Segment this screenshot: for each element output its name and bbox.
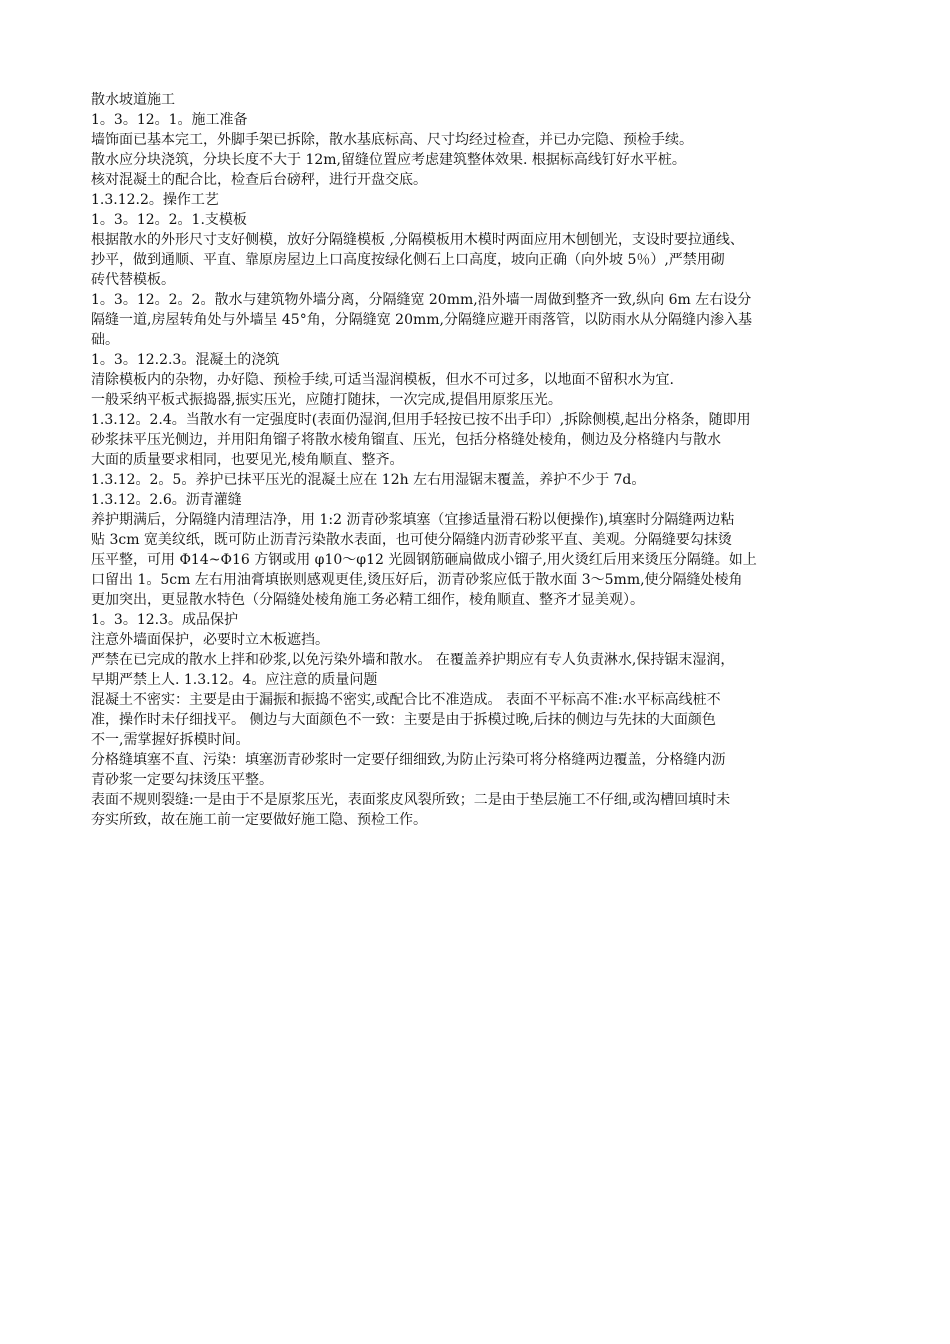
subsection-heading: 1。3。12。2。1.支模板 [91,212,247,228]
section-heading: 1。3。12.3。成品保护 [91,612,238,628]
document-title: 散水坡道施工 [91,92,175,108]
paragraph-line: 清除模板内的杂物，办好隐、预检手续,可适当湿润模板，但水不可过多，以地面不留积水为宜. [91,372,674,388]
paragraph-line: 抄平，做到通顺、平直、靠原房屋边上口高度按绿化侧石上口高度，坡向正确（向外坡 5％）,严禁用砌 [91,252,725,268]
paragraph-line: 压平整，可用 Φ14~Φ16 方钢或用 φ10～φ12 光圆钢筋砸扁做成小镏子,用火烫红后用来烫压分隔缝。如上 [91,552,757,568]
paragraph-line: 大面的质量要求相同，也要见光,棱角顺直、整齐。 [91,452,404,468]
paragraph-line: 根据散水的外形尺寸支好侧模，放好分隔缝模板 ,分隔模板用木模时两面应用木刨刨光，支设时要拉通线、 [91,232,744,248]
subsection-heading: 1.3.12。2.6。沥青灌缝 [91,492,242,508]
paragraph-line: 不一,需掌握好拆模时间。 [91,732,250,748]
paragraph-line: 严禁在已完成的散水上拌和砂浆,以免污染外墙和散水。 在覆盖养护期应有专人负责淋水,保持锯末湿润， [91,652,735,668]
document-page [91,90,866,830]
section-heading: 1.3.12.2。操作工艺 [91,192,219,208]
paragraph-line: 1。3。12。2。2。散水与建筑物外墙分离，分隔缝宽 20mm,沿外墙一周做到整齐一致,纵向 6m 左右设分 [91,292,752,308]
paragraph-line: 一般采纳平板式振捣器,振实压光，应随打随抹，一次完成,提倡用原浆压光。 [91,392,562,408]
paragraph-line: 夯实所致，故在施工前一定要做好施工隐、预检工作。 [91,812,427,828]
subsection-heading: 1。3。12.2.3。混凝土的浇筑 [91,352,280,368]
paragraph-line: 准，操作时未仔细找平。 侧边与大面颜色不一致：主要是由于拆模过晚,后抹的侧边与先抹的大面颜色 [91,712,716,728]
paragraph-line: 砂浆抹平压光侧边，并用阳角镏子将散水棱角镏直、压光，包括分格缝处棱角，侧边及分格缝内与散水 [91,432,721,448]
section-heading: 1。3。12。1。施工准备 [91,112,248,128]
paragraph-line: 口留出 1。5cm 左右用油膏填嵌则感观更佳,烫压好后，沥青砂浆应低于散水面 3～5mm,使分隔缝处棱角 [91,572,743,588]
paragraph-line: 1.3.12。2.4。当散水有一定强度时(表面仍湿润,但用手轻按已按不出手印）,拆除侧模,起出分格条，随即用 [91,412,751,428]
paragraph-line: 更加突出，更显散水特色（分隔缝处棱角施工务必精工细作，棱角顺直、整齐才显美观）。 [91,592,644,608]
paragraph-line: 砖代替模板。 [91,272,175,288]
paragraph-line: 早期严禁上人. 1.3.12。4。应注意的质量问题 [91,672,378,688]
paragraph-line: 散水应分块浇筑，分块长度不大于 12m,留缝位置应考虑建筑整体效果. 根据标高线钉好水平桩。 [91,152,686,168]
paragraph-line: 分格缝填塞不直、污染：填塞沥青砂浆时一定要仔细细致,为防止污染可将分格缝两边覆盖，分格缝内沥 [91,752,726,768]
paragraph-line: 核对混凝土的配合比，检查后台磅秤，进行开盘交底。 [91,172,427,188]
paragraph-line: 贴 3cm 宽美纹纸，既可防止沥青污染散水表面，也可使分隔缝内沥青砂浆平直、美观。分隔缝要勾抹烫 [91,532,732,548]
paragraph-line: 养护期满后，分隔缝内清理洁净，用 1:2 沥青砂浆填塞（宜掺适量滑石粉以便操作),填塞时分隔缝两边粘 [91,512,735,528]
paragraph-line: 注意外墙面保护，必要时立木板遮挡。 [91,632,329,648]
paragraph-line: 隔缝一道,房屋转角处与外墙呈 45°角，分隔缝宽 20mm,分隔缝应避开雨落管，以防雨水从分隔缝内渗入基 [91,312,752,328]
paragraph-line: 青砂浆一定要勾抹烫压平整。 [91,772,273,788]
paragraph-line: 础。 [91,332,119,348]
paragraph-line: 墙饰面已基本完工，外脚手架已拆除，散水基底标高、尺寸均经过检查，并已办完隐、预检手续。 [91,132,693,148]
paragraph-line: 表面不规则裂缝:一是由于不是原浆压光，表面浆皮风裂所致；二是由于垫层施工不仔细,或沟槽回填时未 [91,792,731,808]
paragraph-line: 1.3.12。2。5。养护已抹平压光的混凝土应在 12h 左右用湿锯末覆盖，养护不少于 7d。 [91,472,646,488]
paragraph-line: 混凝土不密实：主要是由于漏振和振捣不密实,或配合比不准造成。 表面不平标高不准:水平标高线桩不 [91,692,721,708]
